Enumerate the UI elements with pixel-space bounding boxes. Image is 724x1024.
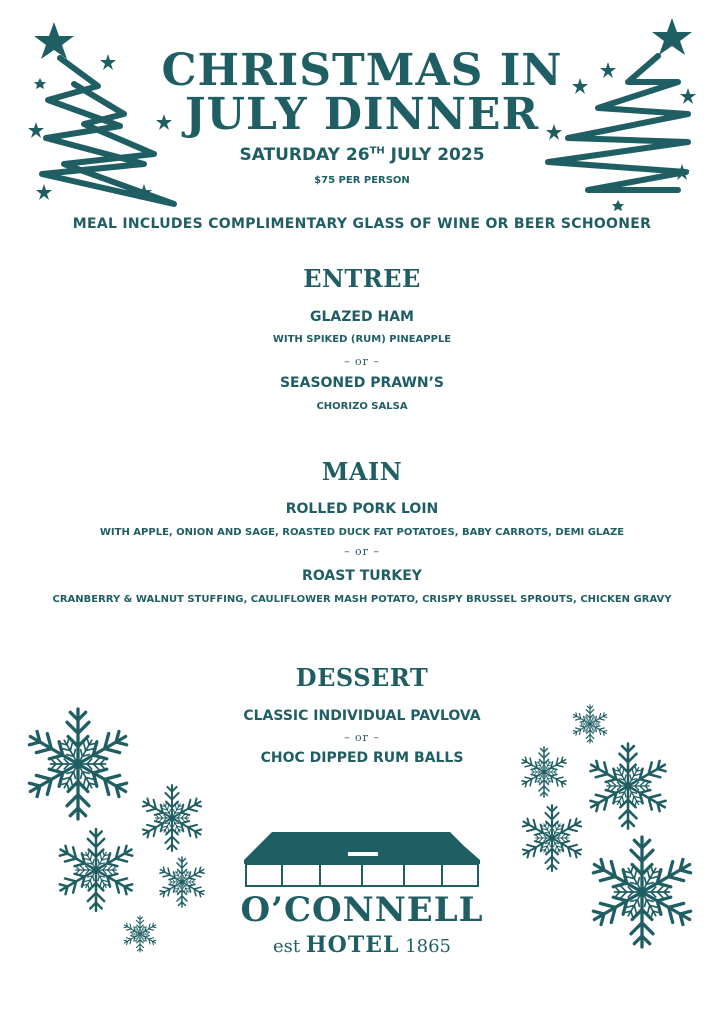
date-suffix-ordinal: TH [369, 145, 385, 157]
date-prefix: SATURDAY 26 [239, 145, 370, 165]
entree-desc-2: CHORIZO SALSA [316, 401, 408, 412]
hotel-building-icon [244, 830, 480, 888]
dessert-dish-2: CHOC DIPPED RUM BALLS [260, 750, 464, 766]
title-line-2: JULY DINNER [184, 89, 540, 140]
price: $75 PER PERSON [314, 175, 410, 186]
logo-year: 1865 [405, 936, 451, 957]
main-desc-1: WITH APPLE, ONION AND SAGE, ROASTED DUCK FAT POTATOES, BABY CARROTS, DEMI GLAZE [99, 527, 625, 538]
main-desc-2: CRANBERRY & WALNUT STUFFING, CAULIFLOWER MASH POTATO, CRISPY BRUSSEL SPROUTS, CHICKEN GRAVY [52, 594, 672, 605]
logo-sub [0, 932, 724, 958]
event-date [0, 145, 724, 165]
dessert-or: – or – [344, 731, 380, 744]
date-suffix: JULY 2025 [384, 145, 485, 165]
entree-dish-1: GLAZED HAM [310, 309, 414, 325]
main-or: – or – [344, 545, 380, 558]
entree-desc-1: WITH SPIKED (RUM) PINEAPPLE [272, 334, 452, 345]
main-heading: MAIN [321, 457, 403, 486]
dessert-heading: DESSERT [295, 663, 429, 692]
logo-est: est [273, 936, 301, 957]
main-dish-1: ROLLED PORK LOIN [285, 501, 439, 517]
entree-or: – or – [344, 355, 380, 368]
entree-heading: ENTREE [303, 264, 421, 293]
main-dish-2: ROAST TURKEY [302, 568, 422, 584]
title-line-1: CHRISTMAS IN [161, 45, 563, 96]
entree-dish-2: SEASONED PRAWN’S [279, 375, 445, 391]
logo-name: O’CONNELL [240, 890, 484, 930]
meal-includes: MEAL INCLUDES COMPLIMENTARY GLASS OF WINE OR BEER SCHOONER [72, 216, 652, 232]
dessert-dish-1: CLASSIC INDIVIDUAL PAVLOVA [243, 708, 481, 724]
logo-hotel: HOTEL [305, 932, 400, 958]
